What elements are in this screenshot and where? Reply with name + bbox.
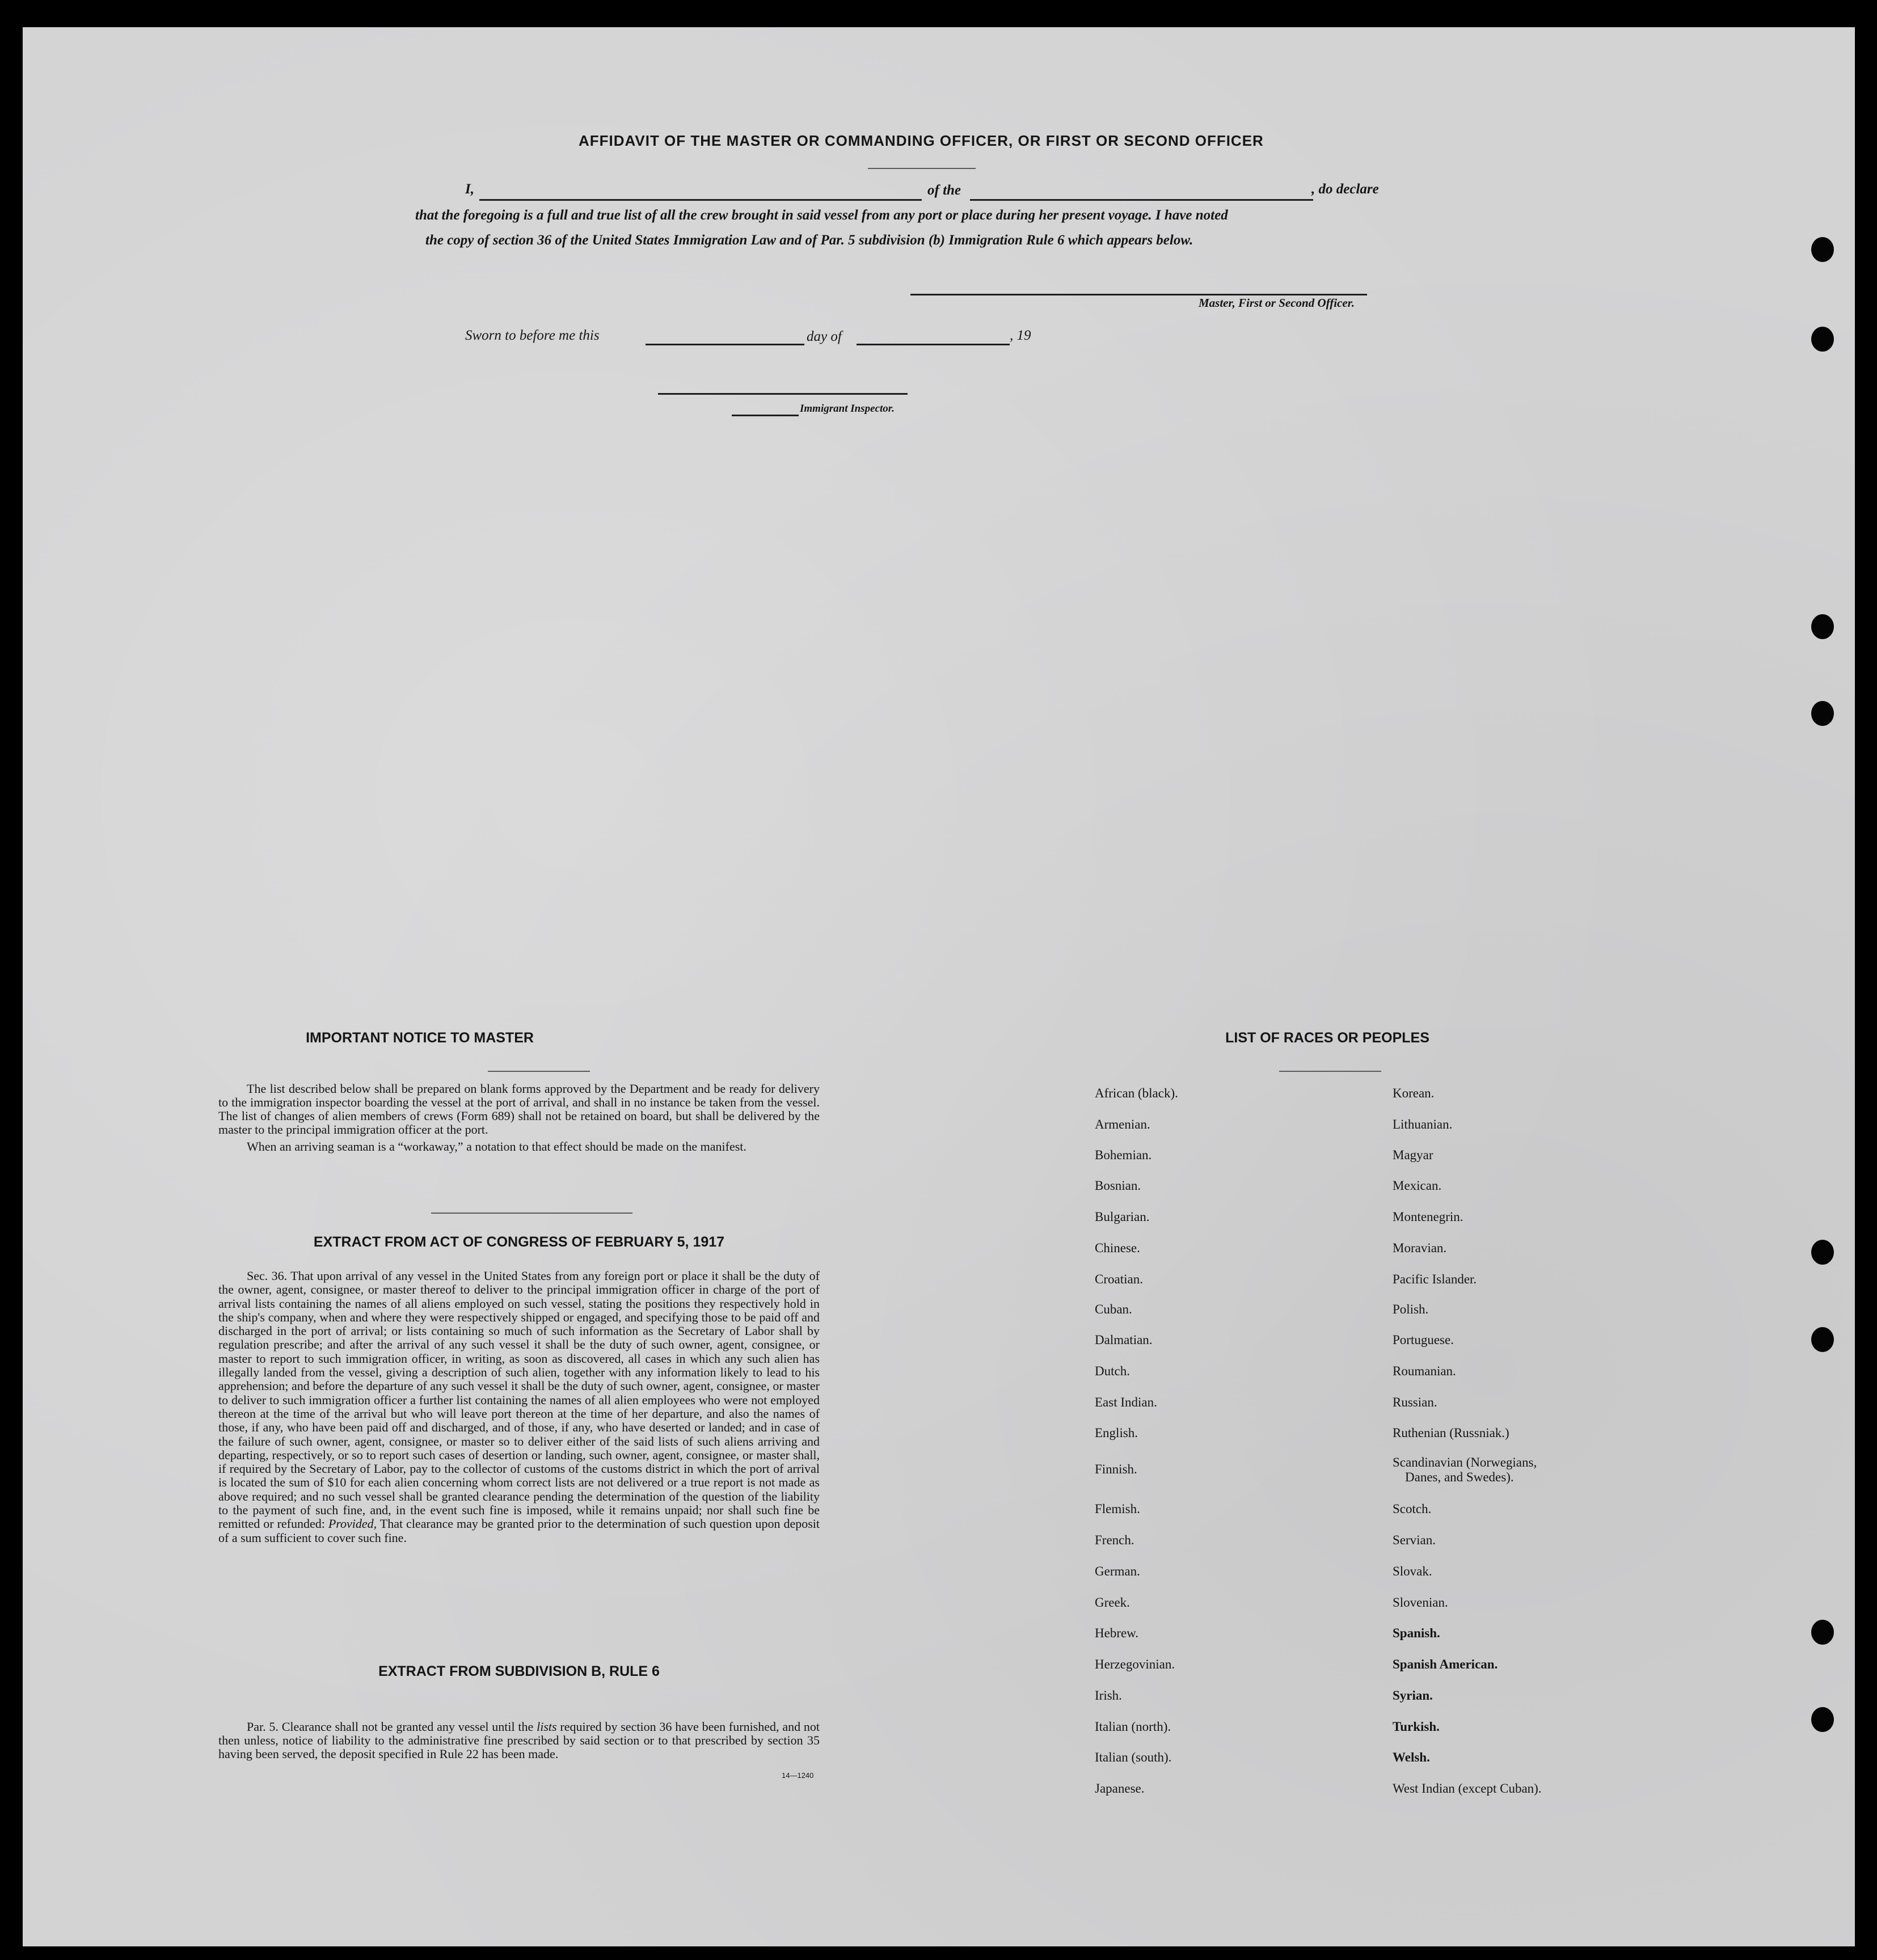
title-divider (868, 168, 976, 169)
race-right-11: Ruthenian (Russniak.) (1393, 1426, 1509, 1440)
rule-text-block (218, 1720, 820, 1761)
punch-hole (1811, 1240, 1834, 1265)
race-left-19: Irish. (1095, 1688, 1122, 1703)
race-right-14: Scotch. (1393, 1502, 1432, 1516)
notice-text (218, 1082, 820, 1154)
name-blank (479, 199, 922, 201)
race-right-6: Pacific Islander. (1393, 1272, 1477, 1286)
race-left-11: English. (1095, 1426, 1138, 1440)
vessel-blank (970, 199, 1313, 201)
affidavit-line2: that the foregoing is a full and true list of all the crew brought in said vessel from any port or place during her present voyage. I have noted (415, 208, 1228, 223)
race-right-9: Roumanian. (1393, 1364, 1456, 1378)
act-body-end: That clearance may be granted prior to the determination of such question upon deposit of a sum sufficient to cover such fine. (218, 1517, 820, 1545)
race-left-10: East Indian. (1095, 1395, 1157, 1409)
rule-text-after: required by section 36 have been furnished, and not then unless, notice of liability to the administrative fine prescribed by said section or to that prescribed by section 35 having been served, the deposit specified in Rule 22 has been made. (218, 1720, 820, 1761)
sworn-prefix: Sworn to before me this (465, 328, 600, 343)
sworn-day-of: day of (807, 329, 842, 344)
races-divider (1279, 1071, 1381, 1072)
race-right-17: Slovenian. (1393, 1595, 1448, 1610)
punch-hole (1811, 327, 1834, 352)
form-number: 14—1240 (782, 1771, 814, 1780)
affidavit-i: I, (465, 181, 474, 197)
race-left-6: Croatian. (1095, 1272, 1143, 1286)
rule-title: EXTRACT FROM SUBDIVISION B, RULE 6 (378, 1663, 660, 1679)
punch-hole (1811, 614, 1834, 639)
race-right-15: Servian. (1393, 1533, 1436, 1547)
inspector-line (658, 393, 908, 395)
race-right-10: Russian. (1393, 1395, 1437, 1409)
race-right-22: Welsh. (1393, 1750, 1430, 1764)
race-right-8: Portuguese. (1393, 1333, 1454, 1347)
race-left-22: Japanese. (1095, 1781, 1145, 1796)
race-right-21: Turkish. (1393, 1720, 1440, 1734)
race-left-2: Bohemian. (1095, 1148, 1152, 1162)
race-left-20: Italian (north). (1095, 1720, 1171, 1734)
race-right-1: Lithuanian. (1393, 1117, 1453, 1131)
race-right-0: Korean. (1393, 1086, 1435, 1100)
inspector-label: Immigrant Inspector. (800, 403, 895, 415)
inspector-prefix-blank (732, 415, 799, 416)
act-body: That upon arrival of any vessel in the United States from any foreign port or place it shall be the duty of the owner, agent, consignee, or master thereof to deliver to the principal immigration officer in charge of the port of arrival lists containing the names of all aliens employed on such vessel, stating the positions they respectively hold in the ship's company, when and where they were respectively shipped or engaged, and specifying those to be paid off and discharged in the port of arrival; or lists containing so much of such information as the Secretary of Labor shall by regulation prescribe; and after the arrival of any such vessel it shall be the duty of such owner, agent, consignee, or master to report to such immigration officer, in writing, as soon as discovered, all cases in which any such alien has illegally landed from the vessel, giving a description of such alien, together with any information likely to lead to his apprehension; and before the departure of any such vessel it shall be the duty of such owner, agent, consignee, or master to deliver to such immigration officer a further list containing the names of all alien employees who were not employed thereon at the time of the arrival but who will leave port thereon at the time of her departure, and also the names of those, if any, who have been paid off and discharged, and of those, if any, who have deserted or landed; and in case of the failure of such owner, agent, consignee, or master so to deliver either of the said lists of such aliens arriving and departing, respectively, or so to report such cases of desertion or landing, such owner, agent, consignee, or master shall, if required by the Secretary of Labor, pay to the collector of customs of the customs district in which the port of arrival is located the sum of $10 for each alien concerning whom correct lists are not delivered or a true report is not made as above required; and no such vessel shall be granted clearance pending the determination of the question of the liability to the payment of such fine, and, in the event such fine is imposed, while it remains unpaid; nor shall such fine be remitted or refunded: (218, 1269, 820, 1531)
act-title: EXTRACT FROM ACT OF CONGRESS OF FEBRUARY 5, 1917 (313, 1234, 725, 1250)
signature-line (910, 294, 1367, 295)
race-right-3: Mexican. (1393, 1178, 1442, 1193)
sworn-year: , 19 (1010, 328, 1031, 343)
race-left-8: Dalmatian. (1095, 1333, 1153, 1347)
rule-text (218, 1720, 820, 1761)
race-right-19: Spanish American. (1393, 1657, 1498, 1671)
race-left-5: Chinese. (1095, 1241, 1140, 1255)
punch-hole (1811, 1620, 1834, 1645)
race-right-4: Montenegrin. (1393, 1210, 1463, 1224)
act-text-block (218, 1269, 820, 1545)
race-left-14: French. (1095, 1533, 1134, 1547)
rule-text-before: Par. 5. Clearance shall not be granted any vessel until the (247, 1720, 534, 1734)
race-left-15: German. (1095, 1564, 1140, 1578)
race-right-20: Syrian. (1393, 1688, 1433, 1703)
race-left-4: Bulgarian. (1095, 1210, 1150, 1224)
race-left-18: Herzegovinian. (1095, 1657, 1175, 1671)
race-right-16: Slovak. (1393, 1564, 1432, 1578)
act-section-label: Sec. 36. (247, 1269, 288, 1283)
race-left-0: African (black). (1095, 1086, 1178, 1100)
races-title: LIST OF RACES OR PEOPLES (1225, 1030, 1429, 1046)
affidavit-line3: the copy of section 36 of the United States Immigration Law and of Par. 5 subdivision (b) Immigration Rule 6 which appears below. (425, 233, 1193, 248)
rule-lists-word: lists (537, 1720, 557, 1734)
race-left-3: Bosnian. (1095, 1178, 1141, 1193)
sworn-day-blank (646, 344, 804, 345)
punch-hole (1811, 237, 1834, 262)
race-left-7: Cuban. (1095, 1302, 1132, 1316)
notice-divider (488, 1071, 590, 1072)
punch-hole (1811, 701, 1834, 726)
affidavit-title: AFFIDAVIT OF THE MASTER OR COMMANDING OFFICER, OR FIRST OR SECOND OFFICER (579, 132, 1264, 149)
race-left-16: Greek. (1095, 1595, 1130, 1610)
manifest-form-page (23, 27, 1855, 1946)
notice-title: IMPORTANT NOTICE TO MASTER (306, 1030, 534, 1046)
affidavit-of-the: of the (927, 183, 961, 198)
race-left-12: Finnish. (1095, 1462, 1137, 1476)
race-right-23: West Indian (except Cuban). (1393, 1781, 1542, 1796)
race-right-12: Scandinavian (Norwegians, (1393, 1455, 1537, 1469)
act-text (218, 1269, 820, 1545)
race-left-21: Italian (south). (1095, 1750, 1172, 1764)
signature-label: Master, First or Second Officer. (1199, 296, 1355, 310)
punch-hole (1811, 1327, 1834, 1352)
notice-bottom-divider (431, 1213, 632, 1214)
race-left-1: Armenian. (1095, 1117, 1150, 1131)
race-right-13: Danes, and Swedes). (1405, 1470, 1514, 1484)
race-right-2: Magyar (1393, 1148, 1433, 1162)
race-left-13: Flemish. (1095, 1502, 1140, 1516)
act-provided-label: Provided, (328, 1517, 377, 1531)
race-right-7: Polish. (1393, 1302, 1429, 1316)
race-left-17: Hebrew. (1095, 1626, 1139, 1640)
punch-hole (1811, 1707, 1834, 1732)
affidavit-declare: , do declare (1311, 181, 1379, 197)
race-right-18: Spanish. (1393, 1626, 1440, 1640)
notice-paragraph-1: The list described below shall be prepared on blank forms approved by the Department and be ready for delivery to the immigration inspector boarding the vessel at the port of arrival, and shall in no instance be taken from the vessel. The list of changes of alien members of crews (Form 689) shall not be retained on board, but shall be delivered by the master to the principal immigration officer at the port. (218, 1082, 820, 1137)
race-left-9: Dutch. (1095, 1364, 1130, 1378)
race-right-5: Moravian. (1393, 1241, 1447, 1255)
sworn-month-blank (857, 344, 1010, 345)
notice-paragraph-2: When an arriving seaman is a “workaway,” a notation to that effect should be made on the manifest. (247, 1139, 746, 1154)
